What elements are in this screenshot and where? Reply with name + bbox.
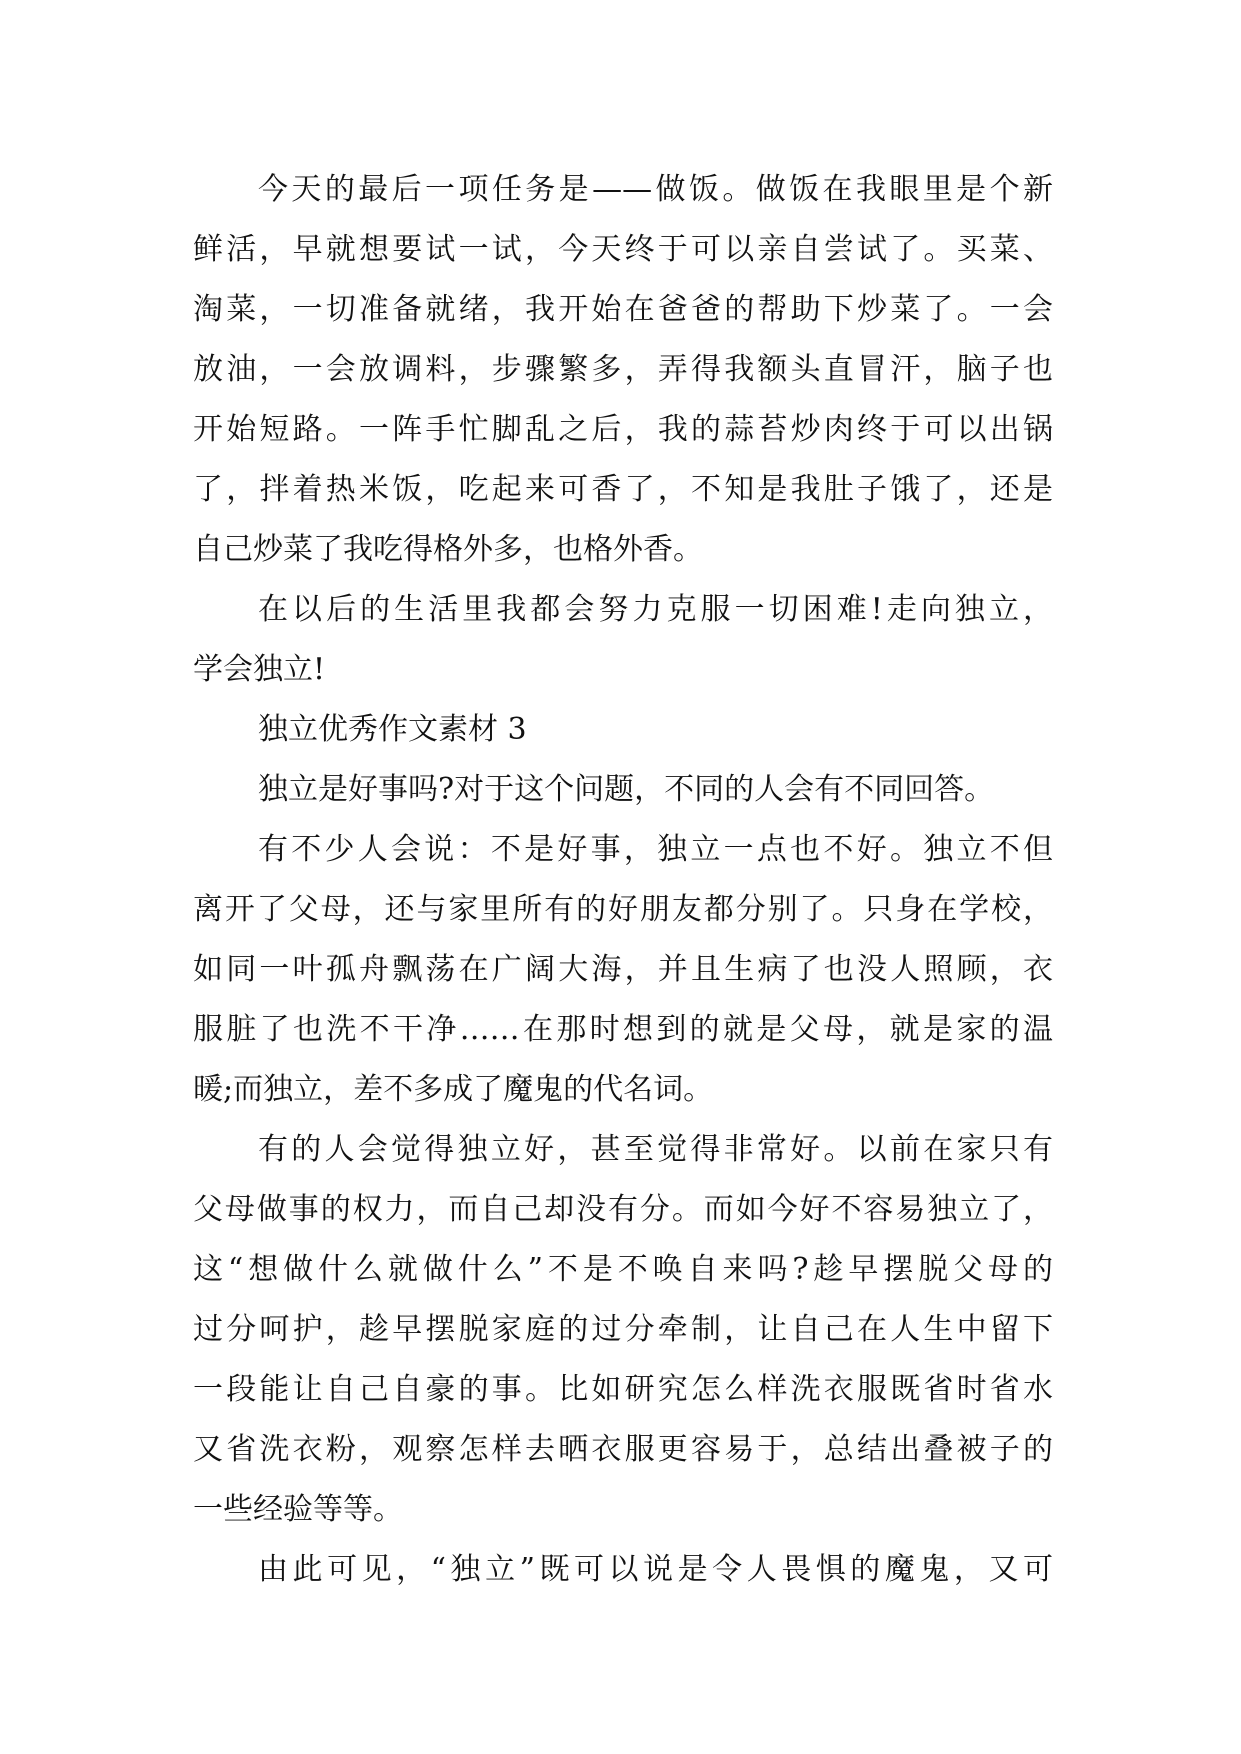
paragraph-line: 有的人会觉得独立好，甚至觉得非常好。以前在家只有 xyxy=(258,1132,1053,1167)
paragraph-line: 如同一叶孤舟飘荡在广阔大海，并且生病了也没人照顾，衣 xyxy=(193,952,1053,987)
paragraph-line: 有不少人会说：不是好事，独立一点也不好。独立不但 xyxy=(258,832,1053,867)
paragraph-line: 鲜活，早就想要试一试，今天终于可以亲自尝试了。买菜、 xyxy=(193,232,1053,267)
paragraph-line: 了，拌着热米饭，吃起来可香了，不知是我肚子饿了，还是 xyxy=(193,472,1053,507)
paragraph-line: 一段能让自己自豪的事。比如研究怎么样洗衣服既省时省水 xyxy=(193,1372,1053,1407)
paragraph-line: 一些经验等等。 xyxy=(193,1492,403,1527)
paragraph-line: 离开了父母，还与家里所有的好朋友都分别了。只身在学校， xyxy=(193,892,1053,927)
paragraph-line: 今天的最后一项任务是——做饭。做饭在我眼里是个新 xyxy=(258,172,1053,207)
paragraph-line: 又省洗衣粉，观察怎样去晒衣服更容易于，总结出叠被子的 xyxy=(193,1432,1053,1467)
paragraph-line: 服脏了也洗不干净……在那时想到的就是父母，就是家的温 xyxy=(193,1012,1053,1047)
paragraph-line: 过分呵护，趁早摆脱家庭的过分牵制，让自己在人生中留下 xyxy=(193,1312,1053,1347)
paragraph-line: 在以后的生活里我都会努力克服一切困难!走向独立， xyxy=(258,592,1053,627)
paragraph-line: 淘菜，一切准备就绪，我开始在爸爸的帮助下炒菜了。一会 xyxy=(193,292,1053,327)
paragraph-line: 开始短路。一阵手忙脚乱之后，我的蒜苔炒肉终于可以出锅 xyxy=(193,412,1053,447)
paragraph-line: 自己炒菜了我吃得格外多，也格外香。 xyxy=(193,532,703,567)
paragraph-line: 由此可见，“独立”既可以说是令人畏惧的魔鬼，又可 xyxy=(258,1552,1053,1587)
paragraph-line: 这“想做什么就做什么”不是不唤自来吗?趁早摆脱父母的 xyxy=(193,1252,1053,1287)
paragraph-line: 放油，一会放调料，步骤繁多，弄得我额头直冒汗，脑子也 xyxy=(193,352,1053,387)
section-heading: 独立优秀作文素材 3 xyxy=(258,712,527,747)
paragraph-line: 独立是好事吗?对于这个问题，不同的人会有不同回答。 xyxy=(258,772,995,807)
paragraph-line: 暖;而独立，差不多成了魔鬼的代名词。 xyxy=(193,1072,714,1107)
paragraph-line: 父母做事的权力，而自己却没有分。而如今好不容易独立了， xyxy=(193,1192,1053,1227)
document-body xyxy=(193,160,1053,1600)
paragraph-line: 学会独立! xyxy=(193,652,326,687)
